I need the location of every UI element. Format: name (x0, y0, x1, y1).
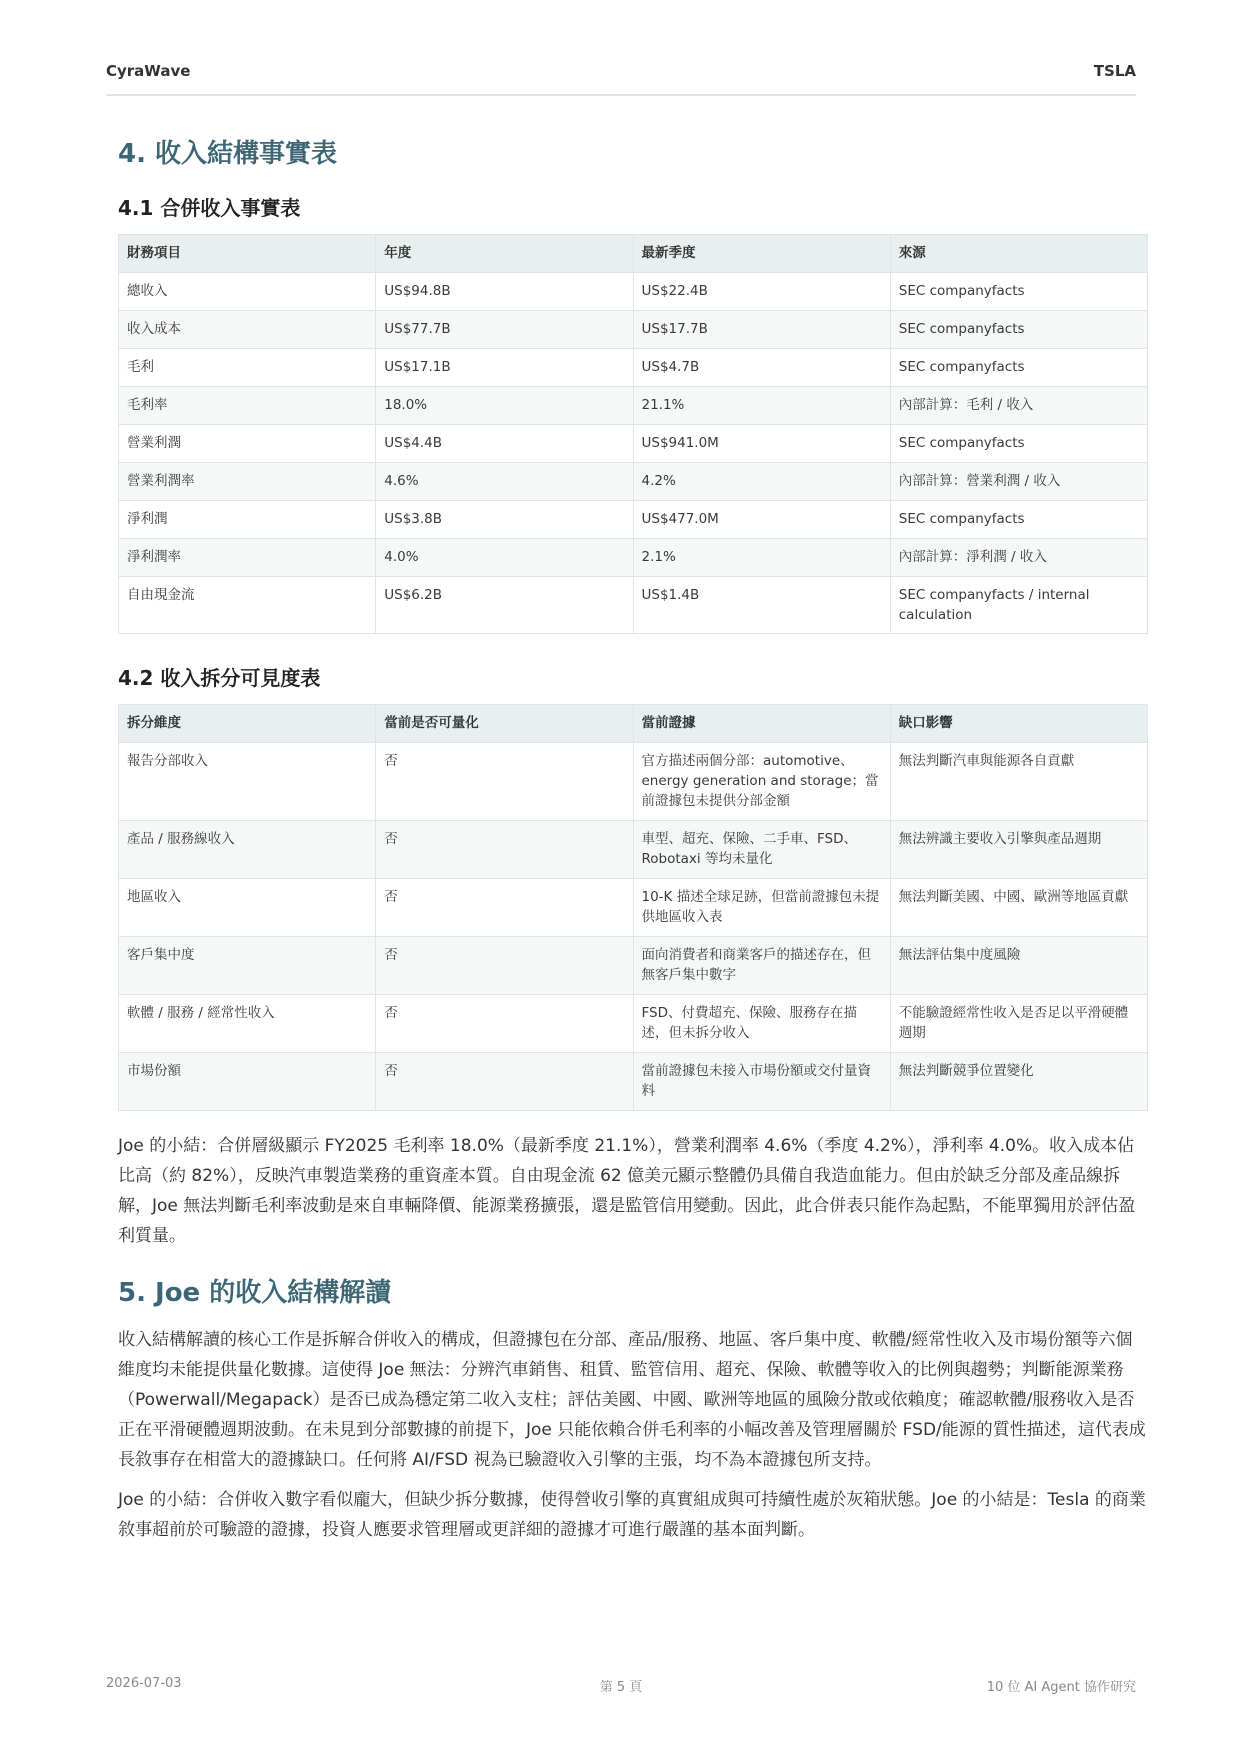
table-cell: 否 (376, 879, 633, 937)
table-cell: 官方描述兩個分部：automotive、energy generation and storage；當前證據包未提供分部金額 (633, 743, 890, 821)
table-cell: 21.1% (633, 387, 890, 425)
table-cell: 否 (376, 821, 633, 879)
table-cell: 4.0% (376, 539, 633, 577)
table-cell: 無法判斷競爭位置變化 (890, 1053, 1147, 1111)
table-cell: 淨利潤率 (119, 539, 376, 577)
table-cell: 自由現金流 (119, 577, 376, 634)
table-cell: US$94.8B (376, 273, 633, 311)
consolidated-revenue-table (118, 234, 1148, 634)
column-header: 年度 (376, 235, 633, 273)
table-cell: 無法評估集中度風險 (890, 937, 1147, 995)
table-row (119, 501, 1148, 539)
table-row (119, 311, 1148, 349)
table-cell: SEC companyfacts (890, 349, 1147, 387)
table-cell: 內部計算：淨利潤 / 收入 (890, 539, 1147, 577)
column-header: 來源 (890, 235, 1147, 273)
table-cell: 產品 / 服務線收入 (119, 821, 376, 879)
table-cell: US$22.4B (633, 273, 890, 311)
section-5-title: 5. Joe 的收入結構解讀 (118, 1278, 392, 1308)
table-cell: 內部計算：營業利潤 / 收入 (890, 463, 1147, 501)
table-cell: SEC companyfacts (890, 273, 1147, 311)
column-header: 財務項目 (119, 235, 376, 273)
table-cell: US$941.0M (633, 425, 890, 463)
table-cell: SEC companyfacts (890, 425, 1147, 463)
table-header-row (119, 705, 1148, 743)
table-cell: 地區收入 (119, 879, 376, 937)
section-4-title: 4. 收入結構事實表 (118, 139, 338, 169)
table-cell: SEC companyfacts (890, 501, 1147, 539)
section-4-2-title: 4.2 收入拆分可見度表 (118, 666, 321, 690)
table-row (119, 463, 1148, 501)
column-header: 拆分維度 (119, 705, 376, 743)
table-cell: FSD、付費超充、保險、服務存在描述，但未拆分收入 (633, 995, 890, 1053)
footer-date: 2026-07-03 (106, 1676, 182, 1691)
section-4-summary: Joe 的小結：合併層級顯示 FY2025 毛利率 18.0%（最新季度 21.1%），營業利潤率 4.6%（季度 4.2%），淨利率 4.0%。收入成本佔比高（約 82%），反映汽車製造業務的重資產本質。自由現金流 62 億美元顯示整體仍具備自我造血能力。但由於缺乏分部及產品線拆解，Joe 無法判斷毛利率波動是來自車輛降價、能源業務擴張，還是監管信用變動。因此，此合併表只能作為起點，不能單獨用於評估盈利質量。 (118, 1136, 1136, 1246)
table-cell: 不能驗證經常性收入是否足以平滑硬體週期 (890, 995, 1147, 1053)
table-row (119, 937, 1148, 995)
table-header-row (119, 235, 1148, 273)
ticker-symbol: TSLA (1093, 62, 1136, 80)
table-row (119, 879, 1148, 937)
table-cell: US$4.4B (376, 425, 633, 463)
table-cell: 毛利 (119, 349, 376, 387)
page-header (106, 58, 1136, 96)
table-cell: 營業利潤 (119, 425, 376, 463)
section-5-paragraph-2: Joe 的小結：合併收入數字看似龐大，但缺少拆分數據，使得營收引擎的真實組成與可持續性處於灰箱狀態。Joe 的小結是：Tesla 的商業敘事超前於可驗證的證據，投資人應要求管理層或更詳細的證據才可進行嚴謹的基本面判斷。 (118, 1490, 1146, 1540)
table-cell: 4.2% (633, 463, 890, 501)
table-cell: 報告分部收入 (119, 743, 376, 821)
table-row (119, 387, 1148, 425)
table-cell: 2.1% (633, 539, 890, 577)
table-cell: 車型、超充、保險、二手車、FSD、Robotaxi 等均未量化 (633, 821, 890, 879)
table-cell: 營業利潤率 (119, 463, 376, 501)
brand-name: CyraWave (106, 62, 191, 80)
table-cell: 否 (376, 1053, 633, 1111)
table-cell: 10-K 描述全球足跡，但當前證據包未提供地區收入表 (633, 879, 890, 937)
column-header: 最新季度 (633, 235, 890, 273)
table-cell: 毛利率 (119, 387, 376, 425)
table-cell: US$77.7B (376, 311, 633, 349)
footer-note: 10 位 AI Agent 協作研究 (986, 1680, 1136, 1695)
table-cell: US$477.0M (633, 501, 890, 539)
table-row (119, 1053, 1148, 1111)
table-row (119, 273, 1148, 311)
table-cell: 否 (376, 743, 633, 821)
table-row (119, 577, 1148, 634)
section-5-paragraph-1: 收入結構解讀的核心工作是拆解合併收入的構成，但證據包在分部、產品/服務、地區、客戶集中度、軟體/經常性收入及市場份額等六個維度均未能提供量化數據。這使得 Joe 無法：分辨汽車銷售、租賃、監管信用、超充、保險、軟體等收入的比例與趨勢；判斷能源業務（Powerwall/Megapack）是否已成為穩定第二收入支柱；評估美國、中國、歐洲等地區的風險分散或依賴度；確認軟體/服務收入是否正在平滑硬體週期波動。在未見到分部數據的前提下，Joe 只能依賴合併毛利率的小幅改善及管理層關於 FSD/能源的質性描述，這代表成長敘事存在相當大的證據缺口。任何將 AI/FSD 視為已驗證收入引擎的主張，均不為本證據包所支持。 (118, 1330, 1146, 1470)
footer-page-number: 第 5 頁 (599, 1680, 643, 1695)
table-row (119, 349, 1148, 387)
revenue-breakdown-visibility-table (118, 704, 1148, 1111)
table-row (119, 425, 1148, 463)
table-cell: 市場份額 (119, 1053, 376, 1111)
table-cell: SEC companyfacts (890, 311, 1147, 349)
table-cell: US$17.1B (376, 349, 633, 387)
table-row (119, 995, 1148, 1053)
table-cell: 否 (376, 995, 633, 1053)
table-cell: 無法判斷汽車與能源各自貢獻 (890, 743, 1147, 821)
table-cell: SEC companyfacts / internal calculation (890, 577, 1147, 634)
column-header: 當前是否可量化 (376, 705, 633, 743)
table-cell: 否 (376, 937, 633, 995)
table-cell: 面向消費者和商業客戶的描述存在，但無客戶集中數字 (633, 937, 890, 995)
table-cell: 客戶集中度 (119, 937, 376, 995)
table-row (119, 821, 1148, 879)
table-cell: 18.0% (376, 387, 633, 425)
page-content (118, 136, 1148, 1545)
table-row (119, 539, 1148, 577)
table-cell: US$3.8B (376, 501, 633, 539)
table-cell: US$1.4B (633, 577, 890, 634)
table-cell: 收入成本 (119, 311, 376, 349)
table-cell: US$6.2B (376, 577, 633, 634)
table-cell: 總收入 (119, 273, 376, 311)
table-cell: 軟體 / 服務 / 經常性收入 (119, 995, 376, 1053)
column-header: 缺口影響 (890, 705, 1147, 743)
table-row (119, 743, 1148, 821)
table-cell: 內部計算：毛利 / 收入 (890, 387, 1147, 425)
table-cell: 當前證據包未接入市場份額或交付量資料 (633, 1053, 890, 1111)
table-cell: 4.6% (376, 463, 633, 501)
table-cell: 無法判斷美國、中國、歐洲等地區貢獻 (890, 879, 1147, 937)
table-cell: 淨利潤 (119, 501, 376, 539)
column-header: 當前證據 (633, 705, 890, 743)
table-cell: 無法辨識主要收入引擎與產品週期 (890, 821, 1147, 879)
section-4-1-title: 4.1 合併收入事實表 (118, 196, 301, 220)
table-cell: US$17.7B (633, 311, 890, 349)
table-cell: US$4.7B (633, 349, 890, 387)
